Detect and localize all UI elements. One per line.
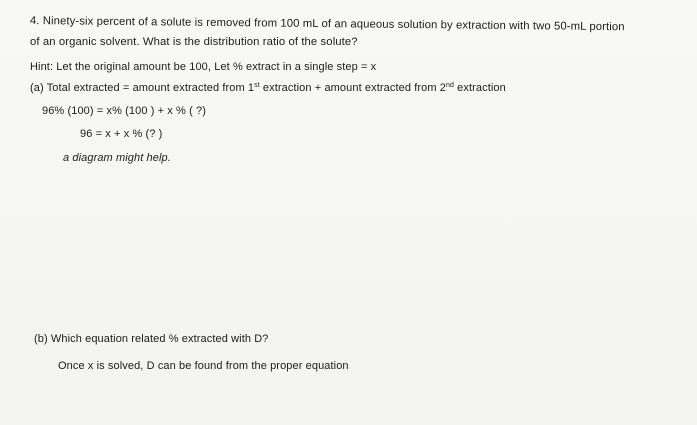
- equation-1: 96% (100) = x% (100 ) + x % ( ?): [42, 105, 206, 117]
- hint-text: Hint: Let the original amount be 100, Let % extract in a single step = x: [30, 61, 377, 73]
- part-a-statement: [30, 81, 506, 95]
- part-a-prefix: (a) Total extracted = amount extracted from 1: [30, 82, 255, 94]
- question-line-2: of an organic solvent. What is the distribution ratio of the solute?: [30, 36, 358, 48]
- diagram-note: a diagram might help.: [63, 152, 171, 164]
- solve-note: Once x is solved, D can be found from the proper equation: [58, 360, 349, 372]
- part-a-sup-first: st: [254, 82, 260, 89]
- question-line-1: 4. Ninety-six percent of a solute is removed from 100 mL of an aqueous solution by extraction with two 50-mL portion: [29, 14, 625, 34]
- part-a-middle: extraction + amount extracted from 2: [259, 82, 446, 94]
- equation-2: 96 = x + x % (? ): [80, 128, 163, 140]
- part-b-question: (b) Which equation related % extracted with D?: [34, 333, 269, 345]
- part-a-suffix: extraction: [453, 82, 506, 94]
- part-a-sup-second: nd: [445, 82, 454, 89]
